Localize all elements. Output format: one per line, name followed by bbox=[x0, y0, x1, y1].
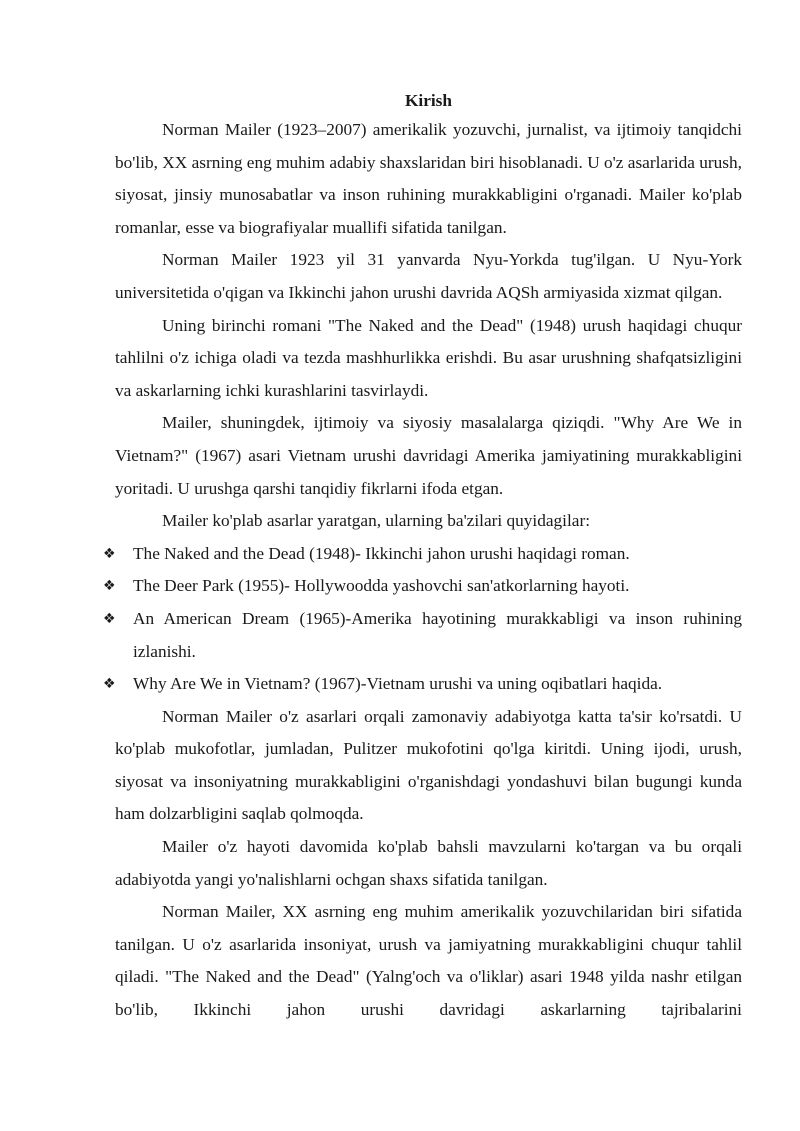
works-list bbox=[103, 538, 742, 701]
page-title: Kirish bbox=[404, 91, 453, 110]
list-item-text: The Deer Park (1955)- Hollywoodda yashovchi san'atkorlarning hayoti. bbox=[133, 576, 630, 596]
paragraph-influence: Norman Mailer o'z asarlari orqali zamonaviy adabiyotga katta ta'sir ko'rsatdi. U ko'plab mukofotlar, jumladan, Pulitzer mukofotini qo'lga kiritdi. Uning ijodi, urush, siyosat va insoniyatning murakkabligini o'rganishdagi yondashuvi bilan bugungi kunda ham dolzarbligini saqlab qolmoqda. bbox=[115, 706, 742, 824]
list-item-text: The Naked and the Dead (1948)- Ikkinchi jahon urushi haqidagi roman. bbox=[133, 543, 630, 563]
list-item-text: Why Are We in Vietnam? (1967)-Vietnam urushi va uning oqibatlari haqida. bbox=[133, 674, 663, 694]
list-item bbox=[103, 603, 742, 668]
paragraph-summary: Norman Mailer, XX asrning eng muhim amerikalik yozuvchilaridan biri sifatida tanilgan. U o'z asarlarida insoniyat, urush va jamiyatning murakkabligini chuqur tahlil qiladi. "The Naked and the Dead" (Yalng'och va o'liklar) asari 1948 yilda nashr etilgan bo'lib, Ikkinchi jahon urushi davridagi askarlarning tajribalarini bbox=[115, 902, 742, 1020]
list-item bbox=[103, 538, 742, 571]
diamond-bullet-icon: ❖ bbox=[103, 610, 116, 627]
diamond-bullet-icon: ❖ bbox=[103, 545, 116, 562]
list-item bbox=[103, 668, 742, 701]
paragraph-controversy: Mailer o'z hayoti davomida ko'plab bahsli mavzularni ko'targan va bu orqali adabiyotda yangi yo'nalishlarni ochgan shaxs sifatida tanilgan. bbox=[115, 837, 742, 889]
paragraph-intro: Norman Mailer (1923–2007) amerikalik yozuvchi, jurnalist, va ijtimoiy tanqidchi bo'lib, XX asrning eng muhim adabiy shaxslaridan biri hisoblanadi. U o'z asarlarida urush, siyosat, jinsiy munosabatlar va inson ruhining murakkabligini o'rganadi. Mailer ko'plab romanlar, esse va biografiyalar muallifi sifatida tanilgan. bbox=[115, 120, 742, 237]
diamond-bullet-icon: ❖ bbox=[103, 578, 116, 595]
document-page bbox=[103, 88, 742, 1027]
paragraph-first-novel: Uning birinchi romani "The Naked and the Dead" (1948) urush haqidagi chuqur tahlilni o'z ichiga oladi va tezda mashhurlikka erishdi. Bu asar urushning shafqatsizligini va askarlarning ichki kurashlarini tasvirlaydi. bbox=[115, 315, 742, 400]
list-item bbox=[103, 570, 742, 603]
paragraph-vietnam: Mailer, shuningdek, ijtimoiy va siyosiy masalalarga qiziqdi. "Why Are We in Vietnam?" (1967) asari Vietnam urushi davridagi Amerika jamiyatining murakkabligini yoritadi. U urushga qarshi tanqidiy fikrlarni ifoda etgan. bbox=[115, 413, 742, 498]
paragraph-birth: Norman Mailer 1923 yil 31 yanvarda Nyu-Yorkda tug'ilgan. U Nyu-York universitetida o'qigan va Ikkinchi jahon urushi davrida AQSh armiyasida xizmat qilgan. bbox=[115, 250, 742, 302]
diamond-bullet-icon: ❖ bbox=[103, 676, 116, 693]
list-item-text: An American Dream (1965)-Amerika hayotining murakkabligi va inson ruhining izlanishi. bbox=[133, 608, 742, 661]
paragraph-works-intro: Mailer ko'plab asarlar yaratgan, ularning ba'zilari quyidagilar: bbox=[162, 511, 591, 531]
